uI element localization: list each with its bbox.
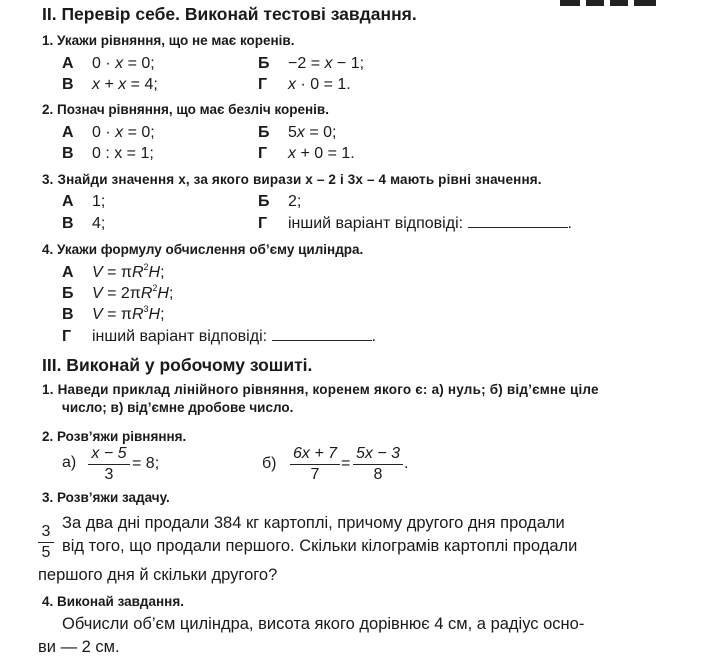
- fraction-numerator: 3: [41, 523, 51, 540]
- task-4-line-1: Обчисли об’єм циліндра, висота якого дорівнює 4 см, а радіус осно-: [62, 615, 585, 633]
- task-4-line-2: ви — 2 см.: [38, 638, 120, 656]
- exponent: 3: [143, 304, 149, 314]
- equation-a-rhs: = 8;: [132, 455, 160, 472]
- option-letter: В: [62, 306, 74, 323]
- variable: V: [92, 306, 103, 323]
- option-text: ;: [160, 306, 165, 323]
- q2-option-a: [62, 124, 155, 142]
- variable: R: [140, 285, 153, 302]
- section-2-title: II. Перевір себе. Виконай тестові завдання.: [42, 4, 417, 24]
- fraction-numerator: 6x + 7: [292, 445, 338, 462]
- equation-b-label: б): [262, 455, 277, 472]
- variable: R: [131, 264, 144, 281]
- variable: x: [118, 76, 127, 93]
- q3-option-b: [258, 193, 301, 211]
- task-2-text: 2. Розв’яжи рівняння.: [42, 429, 187, 444]
- answer-blank: [272, 329, 372, 341]
- option-text: + 0 = 1.: [296, 145, 355, 162]
- variable: x: [296, 124, 305, 141]
- option-letter: В: [62, 76, 74, 93]
- task-3-line-2: від того, що продали першого. Скільки кілограмів картоплі продали: [62, 537, 578, 555]
- option-text: 1;: [92, 193, 106, 210]
- option-text: 0 : x = 1;: [92, 145, 154, 162]
- option-text: ;: [168, 285, 174, 302]
- equation-a-label: а): [62, 454, 77, 471]
- option-text: 4;: [92, 215, 106, 232]
- fraction-bar: [38, 542, 54, 543]
- option-text: .: [371, 328, 376, 345]
- option-text: .: [567, 215, 572, 232]
- option-letter: Б: [62, 285, 74, 302]
- task-3-line-3: першого дня й скільки другого?: [38, 566, 278, 584]
- fraction-denominator: 7: [310, 466, 320, 483]
- option-letter: Б: [258, 124, 270, 141]
- fraction-bar: [290, 464, 340, 465]
- option-letter: А: [62, 55, 74, 72]
- task-3-line-1: За два дні продали 384 кг картоплі, причому другого дня продали: [62, 514, 565, 532]
- fraction-bar: [353, 464, 403, 465]
- q2-option-b: [258, 124, 336, 142]
- question-2-text: 2. Познач рівняння, що має безліч коренів.: [42, 102, 329, 117]
- option-letter: А: [62, 124, 74, 141]
- option-text: +: [100, 76, 119, 93]
- q2-option-g: [258, 145, 355, 163]
- variable: x: [92, 76, 100, 93]
- question-1-text: 1. Укажи рівняння, що не має коренів.: [42, 33, 295, 48]
- exponent: 2: [143, 262, 149, 272]
- option-text: = 0;: [123, 124, 155, 141]
- question-4-text: 4. Укажи формулу обчислення об’єму циліндра.: [42, 242, 364, 257]
- option-text: − 1;: [332, 55, 365, 72]
- q4-option-b: [62, 285, 173, 303]
- option-letter: Б: [258, 55, 270, 72]
- cropped-header-mark: [560, 0, 670, 6]
- fraction-denominator: 5: [41, 544, 51, 561]
- q4-option-v: [62, 306, 165, 324]
- option-text: 0 ·: [92, 124, 116, 141]
- q1-option-b: [258, 55, 364, 73]
- task-3-fraction: [38, 523, 54, 562]
- option-text: 5: [288, 124, 297, 141]
- variable: x: [288, 145, 296, 162]
- fraction-denominator: 8: [373, 466, 383, 483]
- q4-option-a: [62, 264, 165, 282]
- option-letter: А: [62, 264, 74, 281]
- equation-b-fraction-left: [290, 445, 340, 484]
- option-text: = π: [102, 306, 132, 323]
- variable: x: [324, 55, 333, 72]
- option-text: −2 =: [288, 55, 325, 72]
- fraction-numerator: x − 5: [91, 445, 127, 462]
- option-text: 2;: [288, 193, 302, 210]
- task-1-line-1: 1. Наведи приклад лінійного рівняння, коренем якого є: а) нуль; б) від’ємне ціле: [42, 382, 599, 397]
- q3-option-a: [62, 193, 105, 211]
- option-letter: Г: [258, 215, 268, 232]
- option-text: інший варіант відповіді:: [288, 215, 464, 232]
- question-3-text: 3. Знайди значення x, за якого вирази x – 2 і 3x – 4 мають рівні значення.: [42, 172, 542, 187]
- option-text: = 0;: [304, 124, 337, 141]
- fraction-denominator: 3: [104, 466, 114, 483]
- option-text: ;: [160, 264, 165, 281]
- q3-option-g: [258, 215, 572, 233]
- option-text: · 0 = 1.: [296, 76, 351, 93]
- variable: x: [115, 55, 124, 72]
- option-letter: В: [62, 215, 74, 232]
- fraction-numerator: 5x − 3: [355, 445, 401, 462]
- variable: x: [288, 76, 296, 93]
- equation-b-end: .: [404, 455, 409, 472]
- q2-option-v: [62, 145, 154, 163]
- variable: V: [92, 264, 103, 281]
- variable: x: [115, 124, 124, 141]
- task-4-text: 4. Виконай завдання.: [42, 594, 184, 609]
- option-letter: Б: [258, 193, 270, 210]
- option-letter: Г: [62, 328, 72, 345]
- fraction-bar: [88, 464, 130, 465]
- variable: H: [157, 285, 169, 302]
- option-letter: Г: [258, 76, 268, 93]
- option-text: = 0;: [123, 55, 155, 72]
- equation-b-equals: =: [341, 455, 351, 472]
- task-1-line-2: число; в) від’ємне дробове число.: [62, 400, 294, 415]
- q3-option-v: [62, 215, 105, 233]
- variable: H: [148, 264, 161, 281]
- q1-option-a: [62, 55, 155, 73]
- variable: R: [131, 306, 144, 323]
- option-text: 0 ·: [92, 55, 116, 72]
- variable: H: [148, 306, 161, 323]
- q4-option-g: [62, 328, 376, 346]
- option-text: інший варіант відповіді:: [92, 328, 268, 345]
- option-text: = π: [102, 264, 132, 281]
- q1-option-v: [62, 76, 158, 94]
- variable: V: [92, 285, 103, 302]
- exponent: 2: [152, 283, 158, 293]
- task-3-text: 3. Розв’яжи задачу.: [42, 490, 170, 505]
- section-3-title: III. Виконай у робочому зошиті.: [42, 355, 313, 375]
- option-letter: Г: [258, 145, 268, 162]
- option-text: = 2π: [102, 285, 141, 302]
- option-text: = 4;: [126, 76, 158, 93]
- option-letter: В: [62, 145, 74, 162]
- option-letter: А: [62, 193, 74, 210]
- answer-blank: [468, 216, 568, 228]
- equation-a-fraction: [88, 445, 130, 484]
- equation-b-fraction-right: [353, 445, 403, 484]
- q1-option-g: [258, 76, 351, 94]
